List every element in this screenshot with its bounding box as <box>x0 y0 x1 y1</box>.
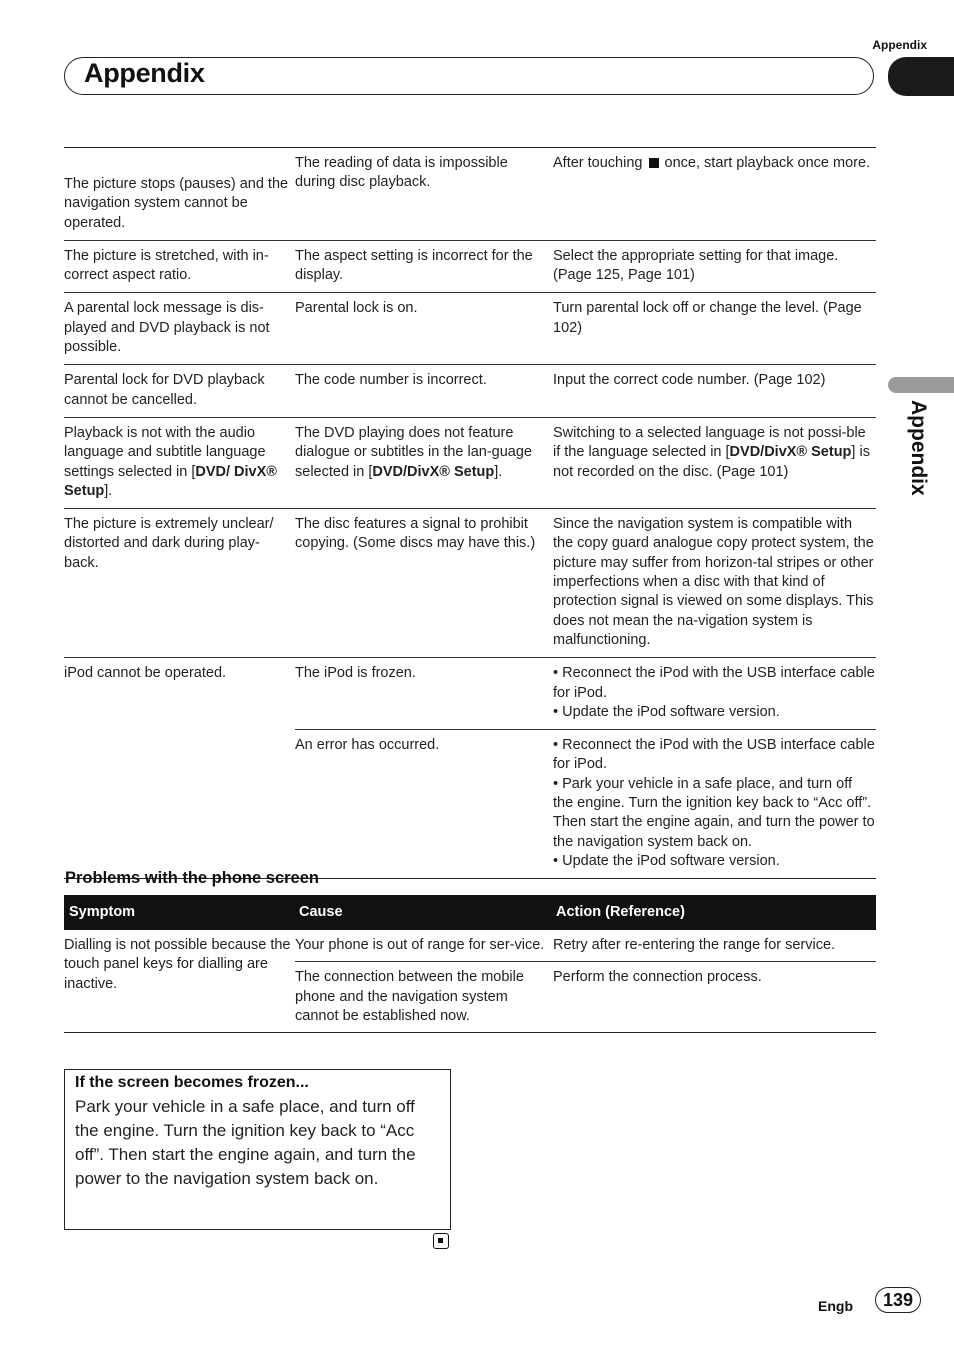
symptom-text: Playback is not with the audio language and subtitle language settings selected in [ <box>64 424 266 480</box>
symptom-cell: The picture is stretched, with in-correct aspect ratio. <box>64 240 295 293</box>
cause-cell: The aspect setting is incorrect for the display. <box>295 240 553 293</box>
action-text: Switching to a selected language is not possi-ble if the language selected in [ <box>553 424 866 461</box>
cause-cell: Parental lock is on. <box>295 293 553 365</box>
column-header-action: Action (Reference) <box>553 895 876 930</box>
stop-square-icon <box>649 158 659 168</box>
section-heading: Problems with the phone screen <box>65 869 319 887</box>
symptom-cell: Dialling is not possible because the touch panel keys for dialling are inactive. <box>64 937 291 992</box>
table-row <box>64 240 876 293</box>
menu-reference: DVD/DivX® Setup <box>729 444 852 461</box>
note-body: Park your vehicle in a safe place, and turn off the engine. Turn the ignition key back to “Acc off”. Then start the engine again, and turn the power to the navigation system back on. <box>75 1097 416 1188</box>
cause-text: ]. <box>494 463 503 480</box>
cause-cell: The connection between the mobile phone and the navigation system cannot be established now. <box>295 962 553 1033</box>
section-tab-marker <box>888 377 954 393</box>
action-bullet: • Update the iPod software version. <box>553 852 780 869</box>
menu-reference: DVD/ DivX® Setup <box>64 463 277 499</box>
symptom-cell <box>64 417 295 508</box>
table-row <box>64 509 876 658</box>
cause-cell: The reading of data is impossible during disc playback. <box>295 155 508 191</box>
side-section-label: Appendix <box>907 400 930 496</box>
table-row <box>64 930 876 962</box>
action-text: once, start playback once more. <box>664 155 871 171</box>
action-bullet: • Park your vehicle in a safe place, and turn off the engine. Turn the ignition key back to “Acc off”. Then start the engine again, and turn the power to the navigation system back on. <box>553 775 875 850</box>
action-cell: Since the navigation system is compatible with the copy guard analogue copy protect system, the picture may suffer from horizon-tal stripes or other imperfections when a disc with that kind of protection signal is viewed on some displays. This does not mean the na-vigation system is malfunctioning. <box>553 509 876 658</box>
action-text: After touching <box>553 155 643 171</box>
language-code: Engb <box>818 1298 853 1314</box>
running-header: Appendix <box>872 38 927 52</box>
action-cell <box>553 658 876 730</box>
page-number: 139 <box>875 1287 921 1313</box>
menu-reference: DVD/DivX® Setup <box>372 463 495 480</box>
table-row <box>64 365 876 418</box>
chapter-tab-marker <box>888 57 954 96</box>
symptom-cell: The picture is extremely unclear/ distorted and dark during play-back. <box>64 509 295 658</box>
symptom-text: The picture stops (pauses) and the navigation system cannot be operated. <box>64 176 289 231</box>
page-title: Appendix <box>84 58 205 88</box>
cause-cell: Your phone is out of range for ser-vice. <box>295 937 545 953</box>
symptom-cell: iPod cannot be operated. <box>64 658 295 879</box>
table-header-row <box>64 895 876 930</box>
action-cell: Turn parental lock off or change the level. (Page 102) <box>553 293 876 365</box>
cause-cell: The disc features a signal to prohibit copying. (Some discs may have this.) <box>295 509 553 658</box>
action-cell: Input the correct code number. (Page 102) <box>553 365 876 418</box>
action-bullet: • Reconnect the iPod with the USB interface cable for iPod. <box>553 737 875 773</box>
action-cell <box>553 730 876 879</box>
cause-cell: The iPod is frozen. <box>295 658 553 730</box>
note-title: If the screen becomes frozen... <box>75 1074 309 1091</box>
table-row <box>64 148 876 241</box>
symptom-cell: A parental lock message is dis-played and DVD playback is not possible. <box>64 293 295 365</box>
action-cell <box>553 417 876 508</box>
action-cell: Perform the connection process. <box>553 962 876 1033</box>
column-header-cause: Cause <box>295 895 553 930</box>
action-bullet: • Reconnect the iPod with the USB interface cable for iPod. <box>553 665 875 701</box>
column-header-symptom: Symptom <box>64 895 295 930</box>
cause-cell: The code number is incorrect. <box>295 365 553 418</box>
end-of-section-icon <box>433 1233 449 1249</box>
frozen-screen-note <box>64 1069 451 1230</box>
phone-problems-table <box>64 895 876 1033</box>
action-cell <box>553 148 876 241</box>
cause-text: The DVD playing does not feature dialogue or subtitles in the lan-guage selected in [ <box>295 424 532 480</box>
table-row <box>64 658 876 730</box>
symptom-cell <box>64 148 295 241</box>
troubleshooting-table <box>64 147 876 879</box>
action-bullet: • Update the iPod software version. <box>553 703 780 720</box>
symptom-text: ]. <box>104 482 113 499</box>
cause-cell: An error has occurred. <box>295 730 553 879</box>
cause-cell <box>295 417 553 508</box>
action-cell: Select the appropriate setting for that image. (Page 125, Page 101) <box>553 240 876 293</box>
symptom-cell: Parental lock for DVD playback cannot be cancelled. <box>64 365 295 418</box>
table-row <box>64 293 876 365</box>
action-cell: Retry after re-entering the range for service. <box>553 937 836 953</box>
action-text: ] is not recorded on the disc. (Page 101) <box>553 444 870 480</box>
table-row <box>64 417 876 508</box>
